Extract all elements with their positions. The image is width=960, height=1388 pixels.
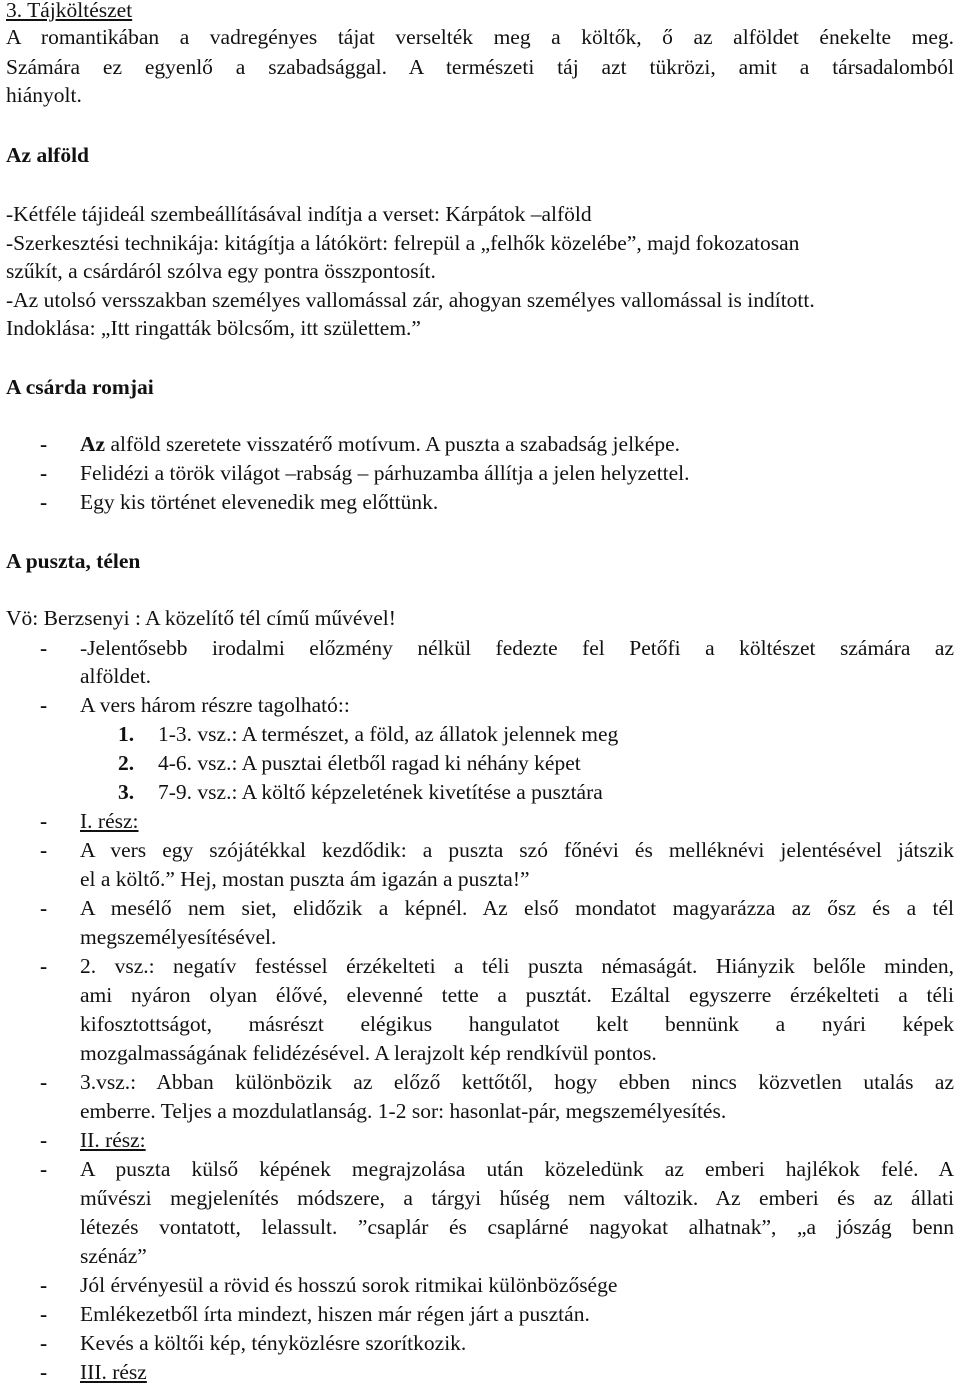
csarda-item-3: Egy kis történet elevenedik meg előttünk. [80, 490, 439, 514]
alfold-line-5: Indoklása: „Itt ringatták bölcsőm, itt születtem.” [6, 316, 421, 340]
kulso-line-4: szénáz” [80, 1244, 147, 1268]
vsz3-line-2: emberre. Teljes a mozdulatlanság. 1-2 sor: hasonlat-pár, megszemélyesítés. [80, 1099, 727, 1123]
puszta-item1-line1: -Jelentősebb irodalmi előzmény nélkül fedezte fel Petőfi a költészet számára az [80, 636, 954, 660]
bullet-dash: - [40, 636, 48, 660]
kulso-line-1: A puszta külső képének megrajzolása után közeledünk az emberi hajlékok felé. A [80, 1157, 954, 1181]
bullet-dash: - [40, 838, 48, 862]
vers-line-1: A vers egy szójátékkal kezdődik: a puszta szó főnévi és melléknévi jelentésével játszik [80, 838, 954, 862]
puszta-vo: Vö: Berzsenyi : A közelítő tél című művével! [6, 606, 396, 630]
heading-alfold: Az alföld [6, 143, 90, 167]
csarda-item-1: Az alföld szeretete visszatérő motívum. A puszta a szabadság jelképe. [80, 432, 681, 456]
bullet-dash: - [40, 490, 48, 514]
heading-csarda: A csárda romjai [6, 375, 154, 399]
vers-line-2: el a költő.” Hej, mostan puszta ám igazán a puszta!” [80, 867, 530, 891]
puszta-item2: A vers három részre tagolható:: [80, 693, 350, 717]
kulso-line-2: művészi megjelenítés módszere, a tárgyi hűség nem változik. Az emberi és az állati [80, 1186, 954, 1210]
vsz2-line-4: mozgalmasságának felidézésével. A lerajzolt kép rendkívül pontos. [80, 1041, 657, 1065]
bullet-dash: - [40, 1070, 48, 1094]
bullet-dash: - [40, 1360, 48, 1384]
bullet-dash: - [40, 432, 48, 456]
alfold-line-3: szűkít, a csárdáról szólva egy pontra összpontosít. [6, 259, 436, 283]
alfold-line-4: -Az utolsó versszakban személyes vallomással zár, ahogyan személyes vallomással is indított. [6, 288, 815, 312]
kulso-line-3: létezés vontatott, lelassult. ”csaplár és csaplárné nagyokat alhatnak”, „a jószág benn [80, 1215, 954, 1239]
bullet-dash: - [40, 954, 48, 978]
part-text: 4-6. vsz.: A pusztai életből ragad ki néhány képet [158, 751, 581, 775]
intro-line-1: A romantikában a vadregényes tájat verselték meg a költők, ő az alföldet énekelte meg. [6, 25, 954, 49]
intro-line-2: Számára ez egyenlő a szabadsággal. A természeti táj azt tükrözi, amit a társadalomból [6, 55, 954, 79]
part-number: 1. [118, 722, 135, 746]
vsz3-line-1: 3.vsz.: Abban különbözik az előző kettőtől, hogy ebben nincs közvetlen utalás az [80, 1070, 954, 1094]
bullet-dash: - [40, 1128, 48, 1152]
section-title: 3. Tájköltészet [6, 0, 133, 22]
bullet-dash: - [40, 693, 48, 717]
meselo-line-1: A mesélő nem siet, elidőzik a képnél. Az első mondatot magyarázza az ősz és a tél [80, 896, 954, 920]
bullet-dash: - [40, 896, 48, 920]
vsz2-line-2: ami nyáron olyan élővé, elevenné tette a pusztát. Ezáltal egyszerre érzékelteti a téli [80, 983, 954, 1007]
bullet-dash: - [40, 1157, 48, 1181]
part2-label: II. rész: [80, 1128, 146, 1152]
part-text: 1-3. vsz.: A természet, a föld, az állatok jelennek meg [158, 722, 619, 746]
meselo-line-2: megszemélyesítésével. [80, 925, 277, 949]
jol-line: Jól érvényesül a rövid és hosszú sorok ritmikai különbözősége [80, 1273, 618, 1297]
vsz2-line-1: 2. vsz.: negatív festéssel érzékelteti a téli puszta némaságát. Hiányzik belőle minden, [80, 954, 954, 978]
emlek-line: Emlékezetből írta mindezt, hiszen már régen járt a pusztán. [80, 1302, 590, 1326]
alfold-line-2: -Szerkesztési technikája: kitágítja a látókört: felrepül a „felhők közelébe”, majd fokozatosan [6, 231, 800, 255]
csarda-item-2: Felidézi a török világot –rabság – párhuzamba állítja a jelen helyzettel. [80, 461, 690, 485]
part3-label: III. rész [80, 1360, 147, 1384]
bullet-dash: - [40, 809, 48, 833]
alfold-line-1: -Kétféle tájideál szembeállításával indítja a verset: Kárpátok –alföld [6, 202, 592, 226]
part-text: 7-9. vsz.: A költő képzeletének kivetítése a pusztára [158, 780, 603, 804]
bullet-dash: - [40, 1273, 48, 1297]
part-number: 2. [118, 751, 135, 775]
part-number: 3. [118, 780, 135, 804]
keves-line: Kevés a költői kép, tényközlésre szorítkozik. [80, 1331, 467, 1355]
bullet-dash: - [40, 461, 48, 485]
vsz2-line-3: kifosztottságot, másrészt elégikus hangulatot kelt bennünk a nyári képek [80, 1012, 954, 1036]
part1-label: I. rész: [80, 809, 139, 833]
bullet-dash: - [40, 1302, 48, 1326]
puszta-item1-line2: alföldet. [80, 664, 152, 688]
intro-line-3: hiányolt. [6, 83, 82, 107]
bullet-dash: - [40, 1331, 48, 1355]
heading-puszta: A puszta, télen [6, 549, 141, 573]
